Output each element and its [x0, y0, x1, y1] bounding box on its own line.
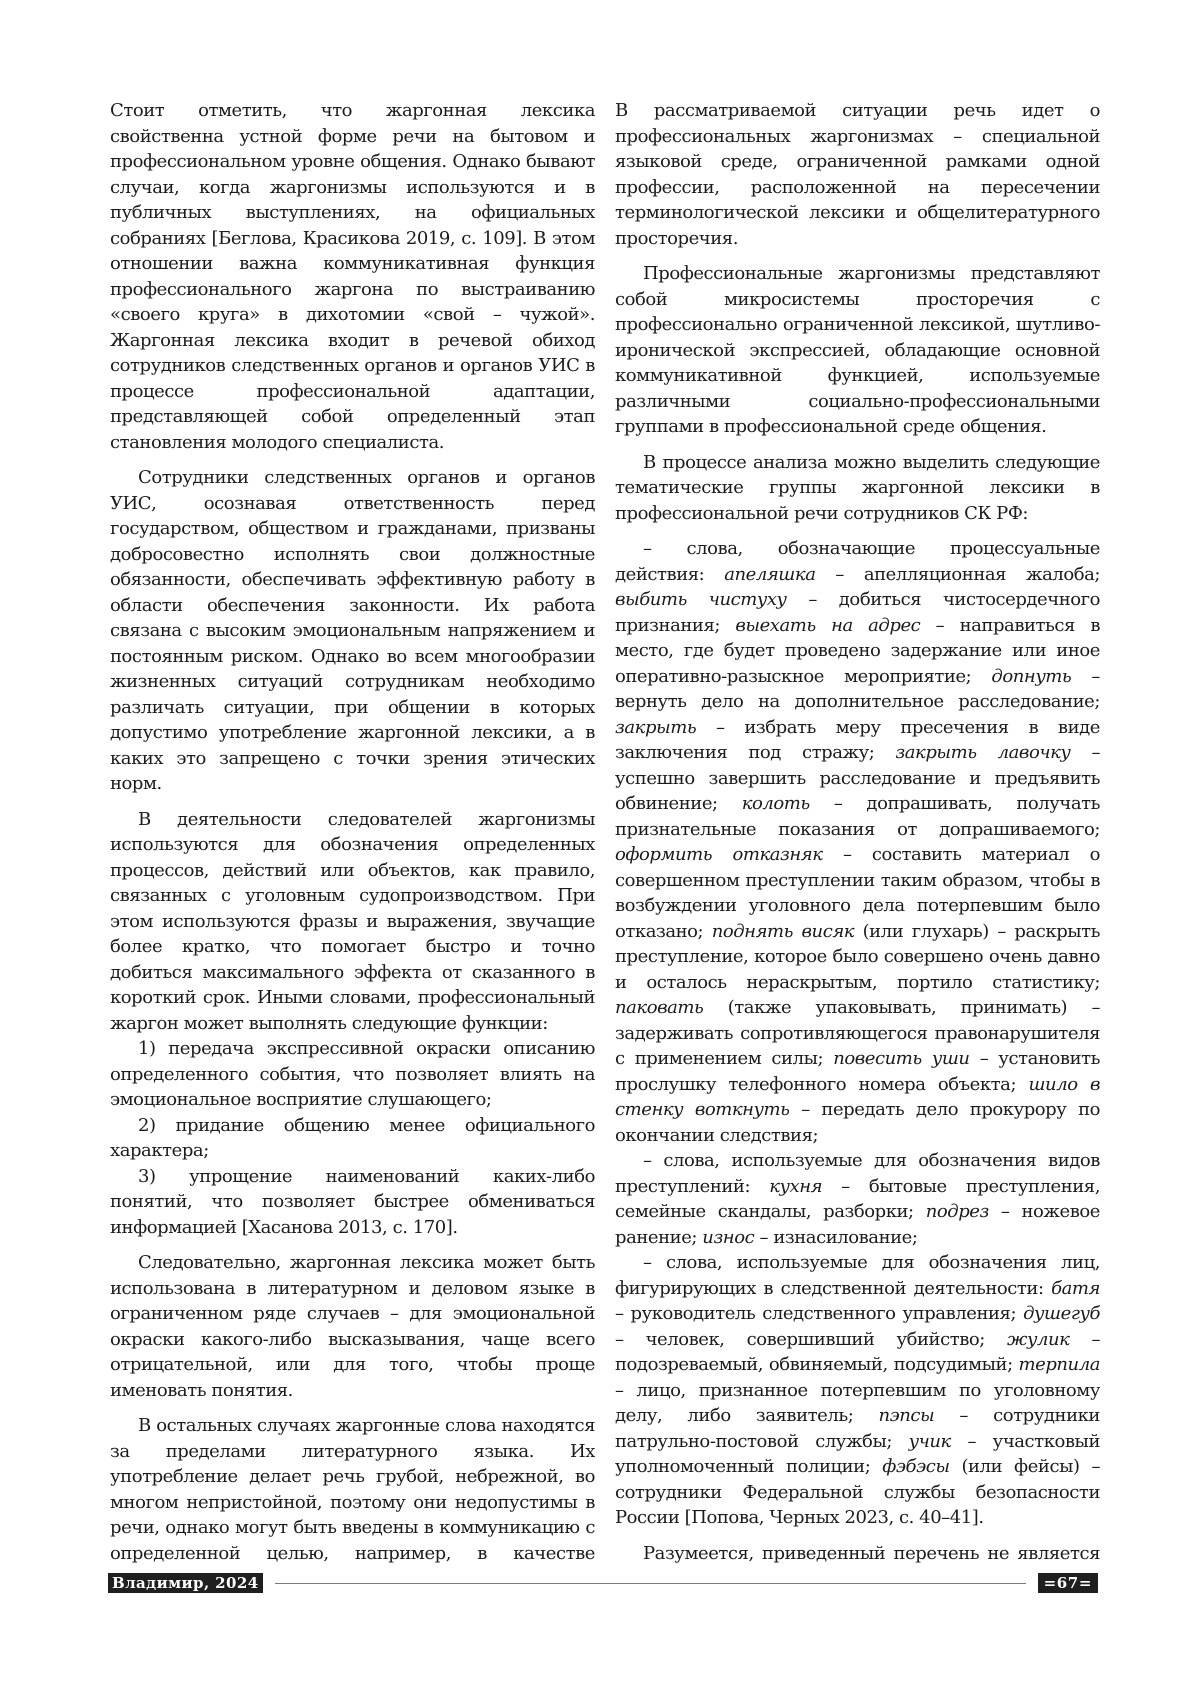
term-definition: – направиться в место, где будет проведено задержание или иное оперативно-разыскное мероприятие; [615, 614, 1100, 687]
term-group-persons [615, 1250, 1100, 1531]
jargon-term: жулик [1006, 1328, 1070, 1350]
term-definition: – успешно завершить расследование и предъявить обвинение; [615, 742, 1100, 814]
term-definition: – бытовые преступления, семейные скандалы, разборки; [615, 1175, 1100, 1222]
jargon-term: закрыть лавочку [895, 742, 1071, 763]
page-footer [108, 1570, 1098, 1596]
jargon-term: закрыть [615, 716, 697, 738]
term-definition: – человек, совершивший убийство; [615, 1328, 1007, 1350]
paragraph: В остальных случаях жаргонные слова находятся за пределами литературного языка. Их употребление делает речь грубой, небрежной, во многом непристойной, поэтому они недопустимы в речи, однако могут быть введены в коммуникацию с определенной целью, например, в качестве [110, 1415, 595, 1564]
jargon-term: пэпсы [878, 1405, 935, 1426]
term-definition: – подозреваемый, обвиняемый, подсудимый; [615, 1328, 1100, 1375]
term-definition: (или фейсы) – сотрудники Федеральной службы безопасности России [Попова, Черных 2023, с. 40–41]. [615, 1456, 1100, 1528]
jargon-term: фэбэсы [882, 1456, 950, 1477]
term-definition: – сотрудники патрульно-постовой службы; [615, 1405, 1100, 1452]
jargon-term: выехать на адрес [735, 614, 921, 636]
paragraph: Профессиональные жаргонизмы представляют собой микросистемы просторечия с профессионально ограниченной лексикой, шутливо-иронической экспрессией, обладающие основной коммуникативной функцией, используемые различными социально-профессиональными группами в профессиональной среде общения. [615, 263, 1100, 437]
footer-location-year: Владимир, 2024 [108, 1573, 263, 1593]
term-group-crime-types [615, 1148, 1100, 1250]
term-definition: – передать дело прокурору по окончании следствия; [615, 1099, 1100, 1146]
paragraph: В процессе анализа можно выделить следующие тематические группы жаргонной лексики в профессиональной речи сотрудников СК РФ: [615, 451, 1100, 524]
left-column [110, 98, 595, 1566]
jargon-term: терпила [1018, 1354, 1100, 1375]
term-definition: (также упаковывать, принимать) – задерживать сопротивляющегося правонарушителя с применением силы; [615, 997, 1100, 1069]
jargon-term: душегуб [1023, 1303, 1100, 1324]
group-intro: – слова, используемые для обозначения лиц, фигурирующих в следственной деятельности: [615, 1252, 1100, 1299]
jargon-term: паковать [615, 997, 704, 1018]
jargon-term: допнуть [991, 665, 1072, 687]
jargon-term: батя [1051, 1277, 1100, 1299]
paragraph: В рассматриваемой ситуации речь идет о профессиональных жаргонизмах – специальной языковой среде, ограниченной рамками одной профессии, расположенной на пересечении терминологической лексики и общелитературного просторечия. [615, 100, 1100, 249]
jargon-term: подрез [925, 1201, 989, 1222]
jargon-term: кухня [769, 1175, 823, 1197]
paragraph: Сотрудники следственных органов и органов УИС, осознавая ответственность перед государством, обществом и гражданами, призваны добросовестно исполнять свои должностные обязанности, обеспечивать эффективную работу в области обеспечения законности. Их работа связана с высоким эмоциональным напряжением и постоянным риском. Однако во всем многообразии жизненных ситуаций сотрудникам необходимо различать ситуации, при общении в которых допустимо употребление жаргонной лексики, а в каких это запрещено с точки зрения этических норм. [110, 467, 595, 794]
function-item-2: 2) придание общению менее официального характера; [110, 1114, 595, 1161]
group-intro: – слова, используемые для обозначения видов преступлений: [615, 1150, 1100, 1197]
term-definition: – участковый уполномоченный полиции; [615, 1430, 1100, 1477]
paragraph: В деятельности следователей жаргонизмы используются для обозначения определенных процессов, действий или объектов, как правило, связанных с уголовным судопроизводством. При этом используются фразы и выражения, звучащие более кратко, что помогает быстро и точно добиться максимального эффекта от сказанного в короткий срок. Иными словами, профессиональный жаргон может выполнять следующие функции: [110, 808, 595, 1034]
right-column [615, 98, 1100, 1566]
term-definition: – лицо, признанное потерпевшим по уголовному делу, либо заявитель; [615, 1379, 1100, 1426]
term-definition: – изнасилование; [754, 1226, 918, 1248]
jargon-term: шило в стенку воткнуть [615, 1073, 1100, 1120]
footer-rule [275, 1583, 1026, 1584]
paragraph: Разумеется, приведенный перечень не является [643, 1542, 1100, 1564]
article-page [110, 98, 1100, 1566]
jargon-term: износ [702, 1226, 755, 1248]
function-item-3: 3) упрощение наименований каких-либо понятий, что позволяет быстрее обмениваться информацией [Хасанова 2013, с. 170]. [110, 1165, 595, 1238]
function-item-1: 1) передача экспрессивной окраски описанию определенного события, что позволяет влиять на эмоциональное восприятие слушающего; [110, 1038, 595, 1110]
term-definition: – добиться чистосердечного признания; [615, 589, 1100, 636]
paragraph: Стоит отметить, что жаргонная лексика свойственна устной форме речи на бытовом и профессиональном уровне общения. Однако бывают случаи, когда жаргонизмы используются и в публичных выступлениях, на официальных собраниях [Беглова, Красикова 2019, с. 109]. В этом отношении важна коммуникативная функция профессионального жаргона по выстраиванию «своего круга» в дихотомии «свой – чужой». Жаргонная лексика входит в речевой обиход сотрудников следственных органов и органов УИС в процессе профессиональной адаптации, представляющей собой определенный этап становления молодого специалиста. [110, 100, 595, 453]
page-number: =67= [1038, 1573, 1098, 1593]
term-definition: – руководитель следственного управления; [615, 1303, 1024, 1324]
term-definition: – допрашивать, получать признательные показания от допрашиваемого; [615, 793, 1100, 840]
term-definition: – апелляционная жалоба; [815, 563, 1100, 585]
jargon-term: повесить уши [833, 1048, 970, 1069]
term-definition: – установить прослушку телефонного номера объекта; [615, 1048, 1100, 1095]
jargon-term: колоть [741, 793, 810, 814]
jargon-term: апеляшка [724, 563, 816, 585]
jargon-term: поднять висяк [711, 920, 855, 942]
group-intro: – слова, обозначающие процессуальные действия: [615, 538, 1100, 585]
term-definition: – составить материал о совершенном преступлении таким образом, чтобы в возбуждении уголовного дела потерпевшим было отказано; [615, 844, 1100, 942]
jargon-term: учик [908, 1430, 951, 1452]
term-group-procedural-actions [615, 536, 1100, 1148]
jargon-term: оформить отказняк [615, 844, 823, 865]
term-definition: – вернуть дело на дополнительное расследование; [615, 665, 1100, 712]
term-definition: – избрать меру пресечения в виде заключения под стражу; [615, 716, 1100, 763]
jargon-term: выбить чистуху [615, 589, 787, 610]
term-definition: (или глухарь) – раскрыть преступление, которое было совершено очень давно и осталось нераскрытым, портило статистику; [615, 920, 1100, 993]
paragraph: Следовательно, жаргонная лексика может быть использована в литературном и деловом языке в ограниченном ряде случаев – для эмоциональной окраски какого-либо высказывания, чаще всего отрицательной, или для того, чтобы проще именовать понятия. [110, 1252, 595, 1401]
term-definition: – ножевое ранение; [615, 1201, 1100, 1248]
